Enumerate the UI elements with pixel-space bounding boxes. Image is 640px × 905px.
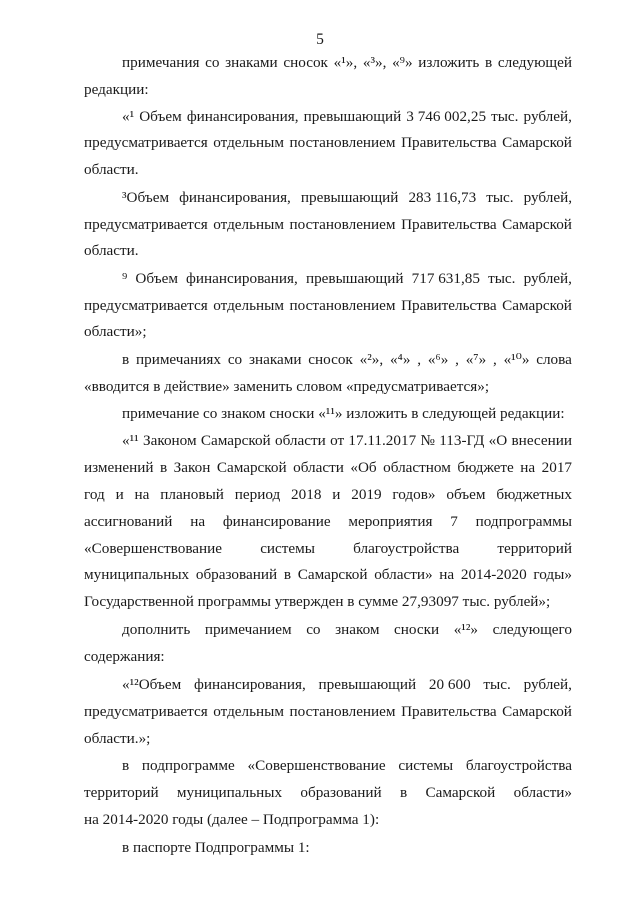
paragraph-9-line-1 — [122, 675, 572, 695]
word: области» — [513, 784, 572, 801]
word: образований — [195, 566, 278, 583]
word: и — [115, 486, 124, 503]
word: «¹¹ — [122, 432, 139, 449]
word: «²», — [359, 351, 384, 368]
word: финансирования, — [186, 270, 298, 287]
word: постановлением — [289, 703, 396, 720]
word: подпрограммы — [475, 513, 572, 530]
word: Самарской — [216, 459, 287, 476]
word: сносок — [283, 54, 328, 71]
word: финансирования, — [194, 676, 306, 693]
word: «¹⁰» — [503, 351, 530, 368]
word: примечанием — [204, 621, 292, 638]
paragraph-7-line-6 — [84, 565, 572, 585]
paragraph-3-line-1 — [122, 188, 572, 208]
word: № — [420, 432, 435, 449]
word: примечаниях — [135, 351, 222, 368]
word: 20 600 — [428, 676, 471, 693]
word: со — [306, 621, 321, 638]
word: предусматривается — [84, 216, 208, 233]
word: Правительства — [401, 703, 497, 720]
word: 2019 — [351, 486, 382, 503]
word: год — [84, 486, 105, 503]
word: , — [492, 351, 497, 368]
word: Самарской — [200, 432, 271, 449]
word: «Об — [350, 459, 377, 476]
word: знаком — [335, 621, 380, 638]
paragraph-4-line-3: области»; — [84, 323, 147, 340]
word: Закон — [173, 459, 211, 476]
word: территорий — [84, 784, 159, 801]
word: 2014-2020 — [460, 566, 527, 583]
word: отдельным — [213, 216, 284, 233]
paragraph-5-line-1 — [122, 350, 572, 370]
word: тыс. — [488, 270, 516, 287]
paragraph-9-line-3: области.»; — [84, 730, 151, 747]
word: изложить — [418, 54, 480, 71]
word: знаками — [248, 351, 302, 368]
word: мероприятия — [348, 513, 433, 530]
word: бюджете — [457, 459, 514, 476]
word: превышающий — [303, 108, 402, 125]
paragraph-1-line-1 — [122, 53, 572, 73]
word: 113-ГД — [439, 432, 485, 449]
word: внесении — [511, 432, 572, 449]
word: системы — [398, 757, 454, 774]
word: Самарской — [425, 784, 496, 801]
word: тыс. — [483, 676, 511, 693]
word: плановый — [160, 486, 224, 503]
word: ⁹ — [122, 270, 128, 287]
word: 7 — [450, 513, 458, 530]
word: 17.11.2017 — [348, 432, 417, 449]
word: Правительства — [401, 134, 497, 151]
paragraph-2-line-3: области. — [84, 161, 139, 178]
word: период — [234, 486, 281, 503]
page-number: 5 — [316, 31, 324, 48]
word: знаками — [225, 54, 278, 71]
word: Объем — [135, 270, 178, 287]
word: «⁶» — [427, 351, 449, 368]
word: 2018 — [291, 486, 322, 503]
word: сносок — [308, 351, 353, 368]
word: , — [455, 351, 459, 368]
word: предусматривается — [84, 703, 208, 720]
word: финансирования, — [179, 189, 291, 206]
word: области — [293, 459, 344, 476]
paragraph-8-line-2: содержания: — [84, 648, 165, 665]
word: «¹ — [122, 108, 135, 125]
word: Объем — [139, 108, 182, 125]
word: рублей, — [523, 189, 572, 206]
paragraph-9-line-2 — [84, 702, 572, 722]
word: в — [122, 757, 130, 774]
paragraph-4-line-1 — [122, 269, 572, 289]
word: тыс. — [491, 108, 519, 125]
word: рублей, — [523, 676, 572, 693]
paragraph-2-line-2 — [84, 133, 572, 153]
word: Самарской — [502, 134, 572, 151]
word: годы» — [533, 566, 572, 583]
paragraph-7-line-1 — [122, 431, 572, 451]
word: муниципальных — [176, 784, 283, 801]
paragraph-2-line-1 — [122, 107, 572, 127]
word: благоустройства — [465, 757, 572, 774]
paragraph-7-line-3 — [84, 485, 572, 505]
word: областном — [383, 459, 451, 476]
word: 717 631,85 — [411, 270, 480, 287]
paragraph-3-line-3: области. — [84, 242, 139, 259]
word: примечания — [122, 54, 200, 71]
word: «Совершенствование — [84, 540, 223, 557]
word: «⁹» — [392, 54, 413, 71]
paragraph-10-line-2 — [84, 783, 572, 803]
word: рублей, — [523, 270, 572, 287]
word: муниципальных — [84, 566, 190, 583]
word: 3 746 002,25 — [406, 108, 487, 125]
word: Правительства — [401, 297, 497, 314]
word: благоустройства — [353, 540, 460, 557]
word: от — [330, 432, 345, 449]
word: области — [274, 432, 326, 449]
word: Самарской — [502, 216, 572, 233]
word: Законом — [143, 432, 197, 449]
word: превышающий — [305, 270, 404, 287]
word: Правительства — [401, 216, 497, 233]
word: «¹», — [333, 54, 358, 71]
word: отдельным — [213, 703, 284, 720]
paragraph-8-line-1 — [122, 620, 572, 640]
word: со — [205, 54, 220, 71]
word: финансирования, — [186, 108, 299, 125]
word: в — [122, 351, 130, 368]
word: следующей — [497, 54, 572, 71]
word: , — [417, 351, 422, 368]
word: объем — [446, 486, 486, 503]
word: системы — [260, 540, 315, 557]
word: Самарской — [502, 703, 572, 720]
word: предусматривается — [84, 297, 208, 314]
word: финансирование — [222, 513, 331, 530]
paragraph-11-line-1: в паспорте Подпрограммы 1: — [122, 839, 310, 856]
word: в — [485, 54, 493, 71]
word: «⁷» — [465, 351, 487, 368]
paragraph-5-line-2: «вводится в действие» заменить словом «предусматривается»; — [84, 378, 490, 395]
word: годов» — [392, 486, 436, 503]
paragraph-4-line-2 — [84, 296, 572, 316]
word: «¹²Объем — [122, 676, 182, 693]
word: ³Объем — [122, 189, 170, 206]
word: подпрограмме — [141, 757, 235, 774]
word: «Совершенствование — [247, 757, 386, 774]
paragraph-7-line-5 — [84, 539, 572, 559]
word: «¹²» — [453, 621, 478, 638]
word: на — [439, 566, 455, 583]
paragraph-1-line-2: редакции: — [84, 81, 149, 98]
word: изменений — [84, 459, 154, 476]
word: в — [283, 566, 291, 583]
paragraph-7-line-4 — [84, 512, 572, 532]
word: области» — [374, 566, 433, 583]
word: постановлением — [289, 134, 396, 151]
word: «³», — [362, 54, 387, 71]
paragraph-10-line-3: на 2014-2020 годы (далее – Подпрограмма 1): — [84, 811, 380, 828]
paragraph-7-line-7: Государственной программы утвержден в сумме 27,93097 тыс. рублей»; — [84, 593, 551, 610]
word: Самарской — [502, 297, 572, 314]
word: предусматривается — [84, 134, 208, 151]
word: сноски — [394, 621, 440, 638]
word: и — [332, 486, 341, 503]
word: территорий — [497, 540, 572, 557]
word: рублей, — [523, 108, 572, 125]
word: в — [399, 784, 408, 801]
word: 283 116,73 — [408, 189, 477, 206]
paragraph-3-line-2 — [84, 215, 572, 235]
word: превышающий — [318, 676, 417, 693]
word: «⁴» — [389, 351, 411, 368]
word: на — [520, 459, 536, 476]
word: дополнить — [122, 621, 191, 638]
word: на — [134, 486, 150, 503]
word: тыс. — [486, 189, 514, 206]
word: постановлением — [289, 297, 396, 314]
word: превышающий — [300, 189, 399, 206]
word: ассигнований — [84, 513, 173, 530]
word: «О — [488, 432, 508, 449]
word: постановлением — [289, 216, 396, 233]
word: на — [190, 513, 206, 530]
word: бюджетных — [496, 486, 572, 503]
word: со — [227, 351, 243, 368]
paragraph-7-line-2 — [84, 458, 572, 478]
paragraph-10-line-1 — [122, 756, 572, 776]
word: в — [160, 459, 168, 476]
word: отдельным — [213, 297, 284, 314]
word: слова — [536, 351, 572, 368]
word: Самарской — [297, 566, 368, 583]
word: отдельным — [213, 134, 284, 151]
word: 2017 — [541, 459, 572, 476]
paragraph-6-line-1: примечание со знаком сноски «¹¹» изложить в следующей редакции: — [122, 405, 565, 422]
word: следующего — [492, 621, 572, 638]
word: образований — [300, 784, 382, 801]
